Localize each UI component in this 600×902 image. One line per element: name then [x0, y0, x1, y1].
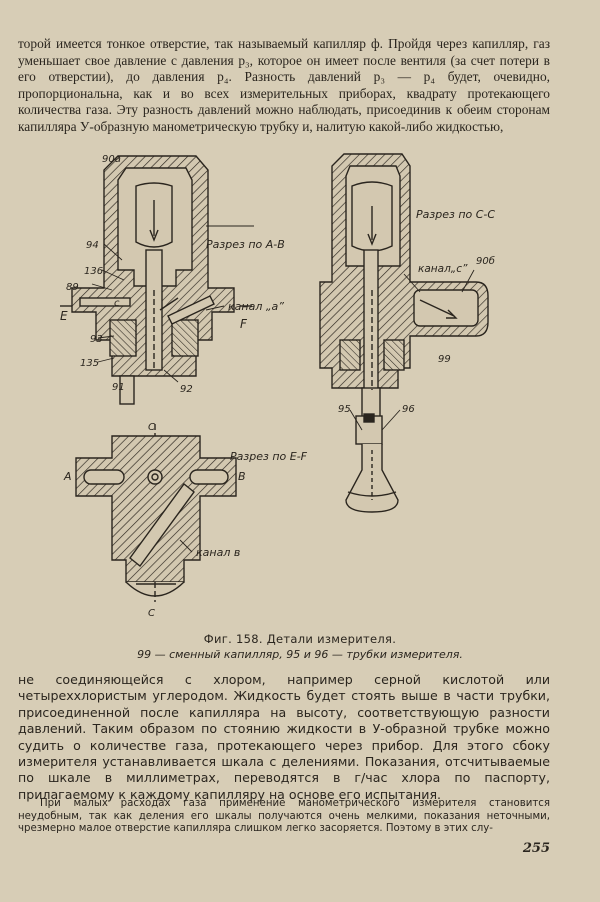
label-135: 135 — [80, 358, 100, 369]
drawing-section-ef — [76, 424, 236, 602]
paragraph-top: торой имеется тонкое отверстие, так называемый капилляр ф. Пройдя через капилляр, газ уменьшает свое давление с давления p₃, которое он имеет после вентиля (за счет потери в его отверстии), до давления p₄. Разность давлений p₃ — p₄ будет, очевидно, пропорциональна, как и во всех измерительных приборах, квадрату протекающего количества газа. Эту разность давлений можно наблюдать, присоединив к обеим сторонам капилляра У-образную манометрическую трубку и, налитую какой-либо жидкостью, — [18, 36, 550, 134]
label-c-top: С — [148, 422, 155, 433]
label-letter-b: В — [238, 470, 246, 483]
figure-caption-detail: 99 — сменный капилляр, 95 и 96 — трубки измерителя. — [137, 648, 463, 661]
label-letter-c: с — [114, 298, 120, 309]
paragraph-small: При малых расходах газа применение манометрического измерителя становится неудобным, так как деления его шкалы получаются очень мелкими, показания неточными, чрезмерно малое отверстие капилляра слишком легко засоряется. Поэтому в этих слу- — [18, 798, 550, 835]
label-93: 93 — [90, 334, 103, 345]
label-89: 89 — [66, 282, 79, 293]
paragraph-main: не соединяющейся с хлором, например серной кислотой или четыреххлористым углеродом. Жидкость будет стоять выше в части трубки, присоединенной после капилляра на высоту, соответствующую разности давлений. Таким образом по стоянию жидкости в У-образной трубке можно судить о количестве газа, протекающего через прибор. Для этого сбоку измерителя устанавливается шкала с делениями. Показания, отсчитываемые по шкале в миллиметрах, переводятся в г/час хлора по паспорту, прилагаемому к каждому капилляру на основе его испытания. — [18, 672, 550, 802]
label-letter-e: Е — [60, 309, 68, 323]
label-95: 95 — [338, 404, 351, 415]
label-channel-c: канал„с” — [418, 263, 468, 275]
label-section-ef: Разрез по Е-F — [230, 450, 307, 463]
label-91: 91 — [112, 382, 125, 393]
label-c-bottom: С — [148, 608, 155, 619]
label-99: 99 — [438, 354, 451, 365]
label-96: 96 — [402, 404, 415, 415]
figure-caption-title: Фиг. 158. Детали измерителя. — [203, 632, 397, 646]
label-channel-b: канал в — [196, 546, 241, 559]
label-90b: 90б — [476, 256, 495, 267]
page-number: 255 — [522, 841, 550, 856]
label-section-cc: Разрез по С-С — [416, 208, 496, 221]
label-letter-a: А — [64, 470, 72, 483]
label-letter-f: F — [240, 317, 247, 331]
label-90a: 90а — [102, 154, 121, 165]
label-94: 94 — [86, 240, 99, 251]
label-section-ab: Разрез по А-В — [206, 238, 285, 251]
label-136: 136 — [84, 266, 104, 277]
label-92: 92 — [180, 384, 193, 395]
figure-158 — [0, 140, 600, 630]
label-channel-a: канал „а” — [228, 300, 284, 313]
